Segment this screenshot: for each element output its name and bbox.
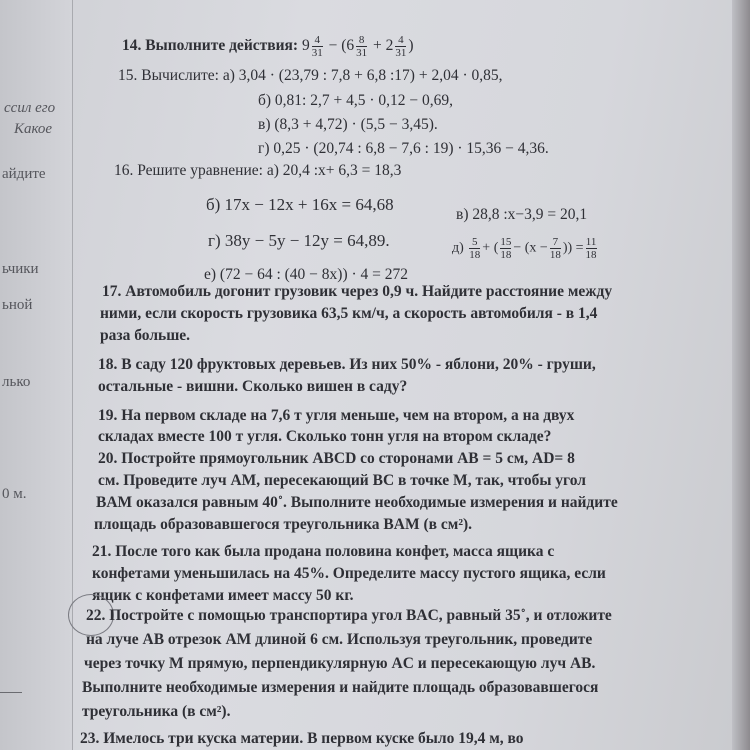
fraction: $\frac{5}{18}$ [469, 236, 481, 261]
problem-23-line: 23. Имелось три куска материи. В первом куске было 19,4 м, во [80, 730, 524, 747]
problem-15b: б) 0,81: 2,7 + 4,5 · 0,12 − 0,69, [258, 92, 453, 109]
previous-page-edge [0, 0, 73, 750]
problem-18-line: остальные - вишни. Сколько вишен в саду? [98, 378, 408, 395]
problem-22-line: треугольника (в см²). [82, 703, 231, 720]
problem-15c: в) (8,3 + 4,72) · (5,5 − 3,45). [258, 116, 438, 133]
problem-16d: д) $\frac{5}{18}$ + ( $\frac{15}{18}$ − (x − $\frac{7}{18}$ )) = $\frac{11}{18}$ [452, 236, 597, 261]
problem-16e: е) (72 − 64 : (40 − 8x)) · 4 = 272 [204, 266, 409, 283]
problem-20-line: площадь образовавшегося треугольника BAM (в см²). [94, 516, 473, 533]
prev-page-text: ссил его [4, 100, 56, 116]
problem-20-line: BAM оказался равным 40˚. Выполните необходимые измерения и найдите [96, 494, 618, 511]
problem-21-line: конфетами уменьшилась на 45%. Определите массу пустого ящика, если [92, 565, 606, 582]
problem-16g: г) 38y − 5y − 12y = 64,89. [208, 231, 390, 250]
problem-22-line: Выполните необходимые измерения и найдите площадь образовавшегося [82, 679, 599, 696]
prev-page-text: 0 м. [2, 486, 27, 502]
problem-15d: г) 0,25 · (20,74 : 6,8 − 7,6 : 19) · 15,36 − 4,36. [258, 140, 549, 157]
problem-18-line: 18. В саду 120 фруктовых деревьев. Из них 50% - яблони, 20% - груши, [98, 356, 596, 373]
book-binding-edge [732, 0, 750, 750]
fraction: $\frac{7}{18}$ [549, 236, 561, 261]
prev-page-text: ьной [2, 297, 33, 313]
problem-17-line: 17. Автомобиль догонит грузовик через 0,9 ч. Найдите расстояние между [102, 283, 613, 300]
problem-19-line: складах вместе 100 т угля. Сколько тонн угля на втором складе? [98, 428, 552, 445]
fraction: $\frac{4}{31}$ [311, 34, 323, 59]
problem-22-line: 22. Постройте с помощью транспортира угол BAC, равный 35˚, и отложите [86, 607, 612, 624]
problem-16b: б) 17x − 12x + 16x = 64,68 [206, 195, 394, 214]
fraction: $\frac{8}{31}$ [356, 34, 368, 59]
margin-underline [0, 692, 22, 693]
problem-17-line: раза больше. [100, 327, 191, 344]
fraction: $\frac{11}{18}$ [585, 236, 597, 261]
prev-page-text: ьчики [2, 261, 39, 277]
problem-21-line: ящик с конфетами имеет массу 50 кг. [92, 587, 354, 604]
problem-14: 14. Выполните действия: 9 $\frac{4}{31}$ − (6 $\frac{8}{31}$ + 2 $\frac{4}{31}$ ) [122, 34, 414, 59]
problem-16a: 16. Решите уравнение: а) 20,4 :x+ 6,3 = 18,3 [114, 162, 402, 179]
problem-22-line: через точку M прямую, перпендикулярную AC и пересекающую луч AB. [84, 655, 596, 672]
prev-page-text: лько [2, 374, 31, 390]
problem-15a: 15. Вычислите: а) 3,04 · (23,79 : 7,8 + 6,8 :17) + 2,04 · 0,85, [118, 67, 503, 84]
problem-16v: в) 28,8 :x−3,9 = 20,1 [456, 206, 588, 223]
problem-17-line: ними, если скорость грузовика 63,5 км/ч, а скорость автомобиля - в 1,4 [100, 305, 598, 322]
problem-20-line: 20. Постройте прямоугольник ABCD со сторонами AB = 5 см, AD= 8 [98, 450, 575, 467]
problem-19-line: 19. На первом складе на 7,6 т угля меньше, чем на втором, а на двух [98, 407, 575, 424]
fraction: $\frac{4}{31}$ [395, 34, 407, 59]
problem-21-line: 21. После того как была продана половина конфет, масса ящика с [92, 543, 555, 560]
prev-page-text: айдите [2, 166, 46, 182]
fraction: $\frac{15}{18}$ [500, 236, 512, 261]
problem-20-line: см. Проведите луч AM, пересекающий BC в точке M, так, чтобы угол [98, 472, 586, 489]
prev-page-text: Какое [14, 121, 53, 137]
problem-22-line: на луче AB отрезок AM длиной 6 см. Используя треугольник, проведите [86, 631, 593, 648]
